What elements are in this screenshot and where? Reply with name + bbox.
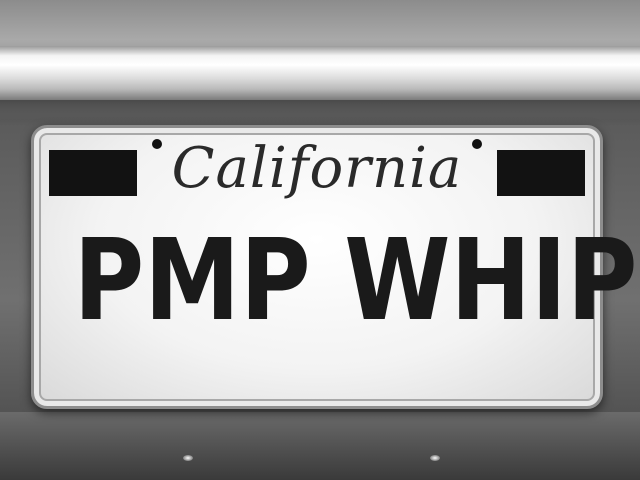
plate-state-name: California: [171, 136, 463, 201]
light-reflection: [183, 455, 193, 461]
license-plate: [31, 125, 638, 409]
light-reflection: [430, 455, 440, 461]
bumper-shadow: [0, 100, 640, 126]
lower-body-panel: [0, 412, 640, 480]
plate-number: PMP WHIP: [73, 216, 638, 346]
chrome-bumper: [0, 46, 640, 100]
